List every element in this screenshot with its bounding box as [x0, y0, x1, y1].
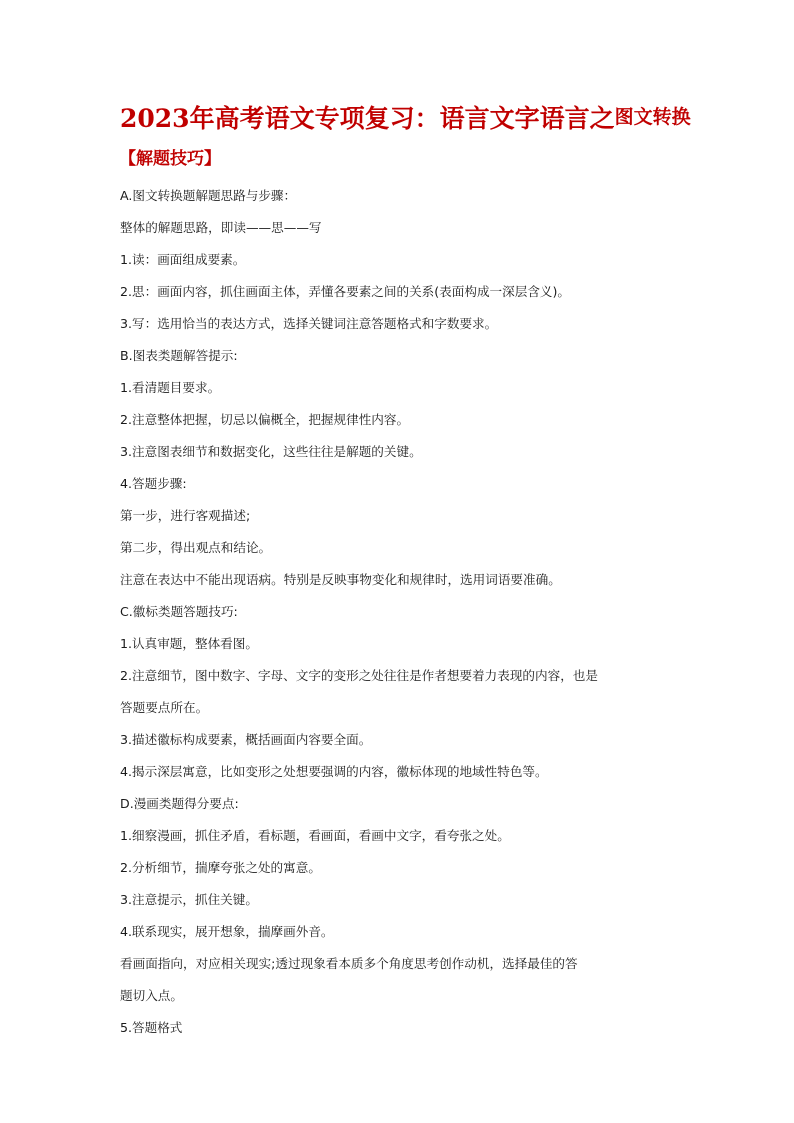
paragraph-line: 答题要点所在。 — [120, 700, 209, 715]
paragraph-line: 4.揭示深层寓意，比如变形之处想要强调的内容，徽标体现的地域性特色等。 — [120, 764, 548, 779]
paragraph-line: 2.思：画面内容，抓住画面主体，弄懂各要素之间的关系(表面构成一深层含义)。 — [120, 284, 571, 299]
paragraph-line: 1.认真审题，整体看图。 — [120, 636, 258, 651]
paragraph-line: 1.细察漫画，抓住矛盾，看标题，看画面，看画中文字，看夸张之处。 — [120, 828, 510, 843]
paragraph-line: 5.答题格式 — [120, 1020, 183, 1035]
paragraph-line: B.图表类题解答提示: — [120, 348, 238, 363]
paragraph-line: 1.读：画面组成要素。 — [120, 252, 246, 267]
title-main: 2023年高考语文专项复习：语言文字语言之 — [120, 104, 615, 133]
section-heading: 【解题技巧】 — [119, 149, 221, 169]
paragraph-line: 看画面指向，对应相关现实;透过现象看本质多个角度思考创作动机，选择最佳的答 — [120, 956, 578, 971]
title-tail: 图文转换 — [614, 106, 691, 128]
paragraph-line: D.漫画类题得分要点: — [120, 796, 239, 811]
paragraph-line: 第一步，进行客观描述; — [120, 508, 251, 523]
paragraph-line: 第二步，得出观点和结论。 — [120, 540, 272, 555]
document-title — [120, 102, 760, 138]
paragraph-line: 3.描述徽标构成要素，概括画面内容要全面。 — [120, 732, 372, 747]
paragraph-line: 题切入点。 — [120, 988, 183, 1003]
paragraph-line: 4.联系现实，展开想象，揣摩画外音。 — [120, 924, 334, 939]
paragraph-line: 2.分析细节，揣摩夸张之处的寓意。 — [120, 860, 321, 875]
paragraph-line: 整体的解题思路，即读——思——写 — [120, 220, 322, 235]
paragraph-line: 3.注意提示，抓住关键。 — [120, 892, 258, 907]
paragraph-line: 3.写：选用恰当的表达方式，选择关键词注意答题格式和字数要求。 — [120, 316, 498, 331]
paragraph-line: A.图文转换题解题思路与步骤： — [120, 188, 297, 203]
paragraph-line: C.徽标类题答题技巧: — [120, 604, 238, 619]
body-text — [120, 180, 680, 1044]
paragraph-line: 2.注意整体把握，切忌以偏概全，把握规律性内容。 — [120, 412, 410, 427]
paragraph-line: 3.注意图表细节和数据变化，这些往往是解题的关键。 — [120, 444, 422, 459]
paragraph-line: 1.看清题目要求。 — [120, 380, 221, 395]
paragraph-line: 4.答题步骤: — [120, 476, 187, 491]
paragraph-line: 2.注意细节，图中数字、字母、文字的变形之处往往是作者想要着力表现的内容，也是 — [120, 668, 598, 683]
paragraph-line: 注意在表达中不能出现语病。特别是反映事物变化和规律时，选用词语要准确。 — [120, 572, 561, 587]
